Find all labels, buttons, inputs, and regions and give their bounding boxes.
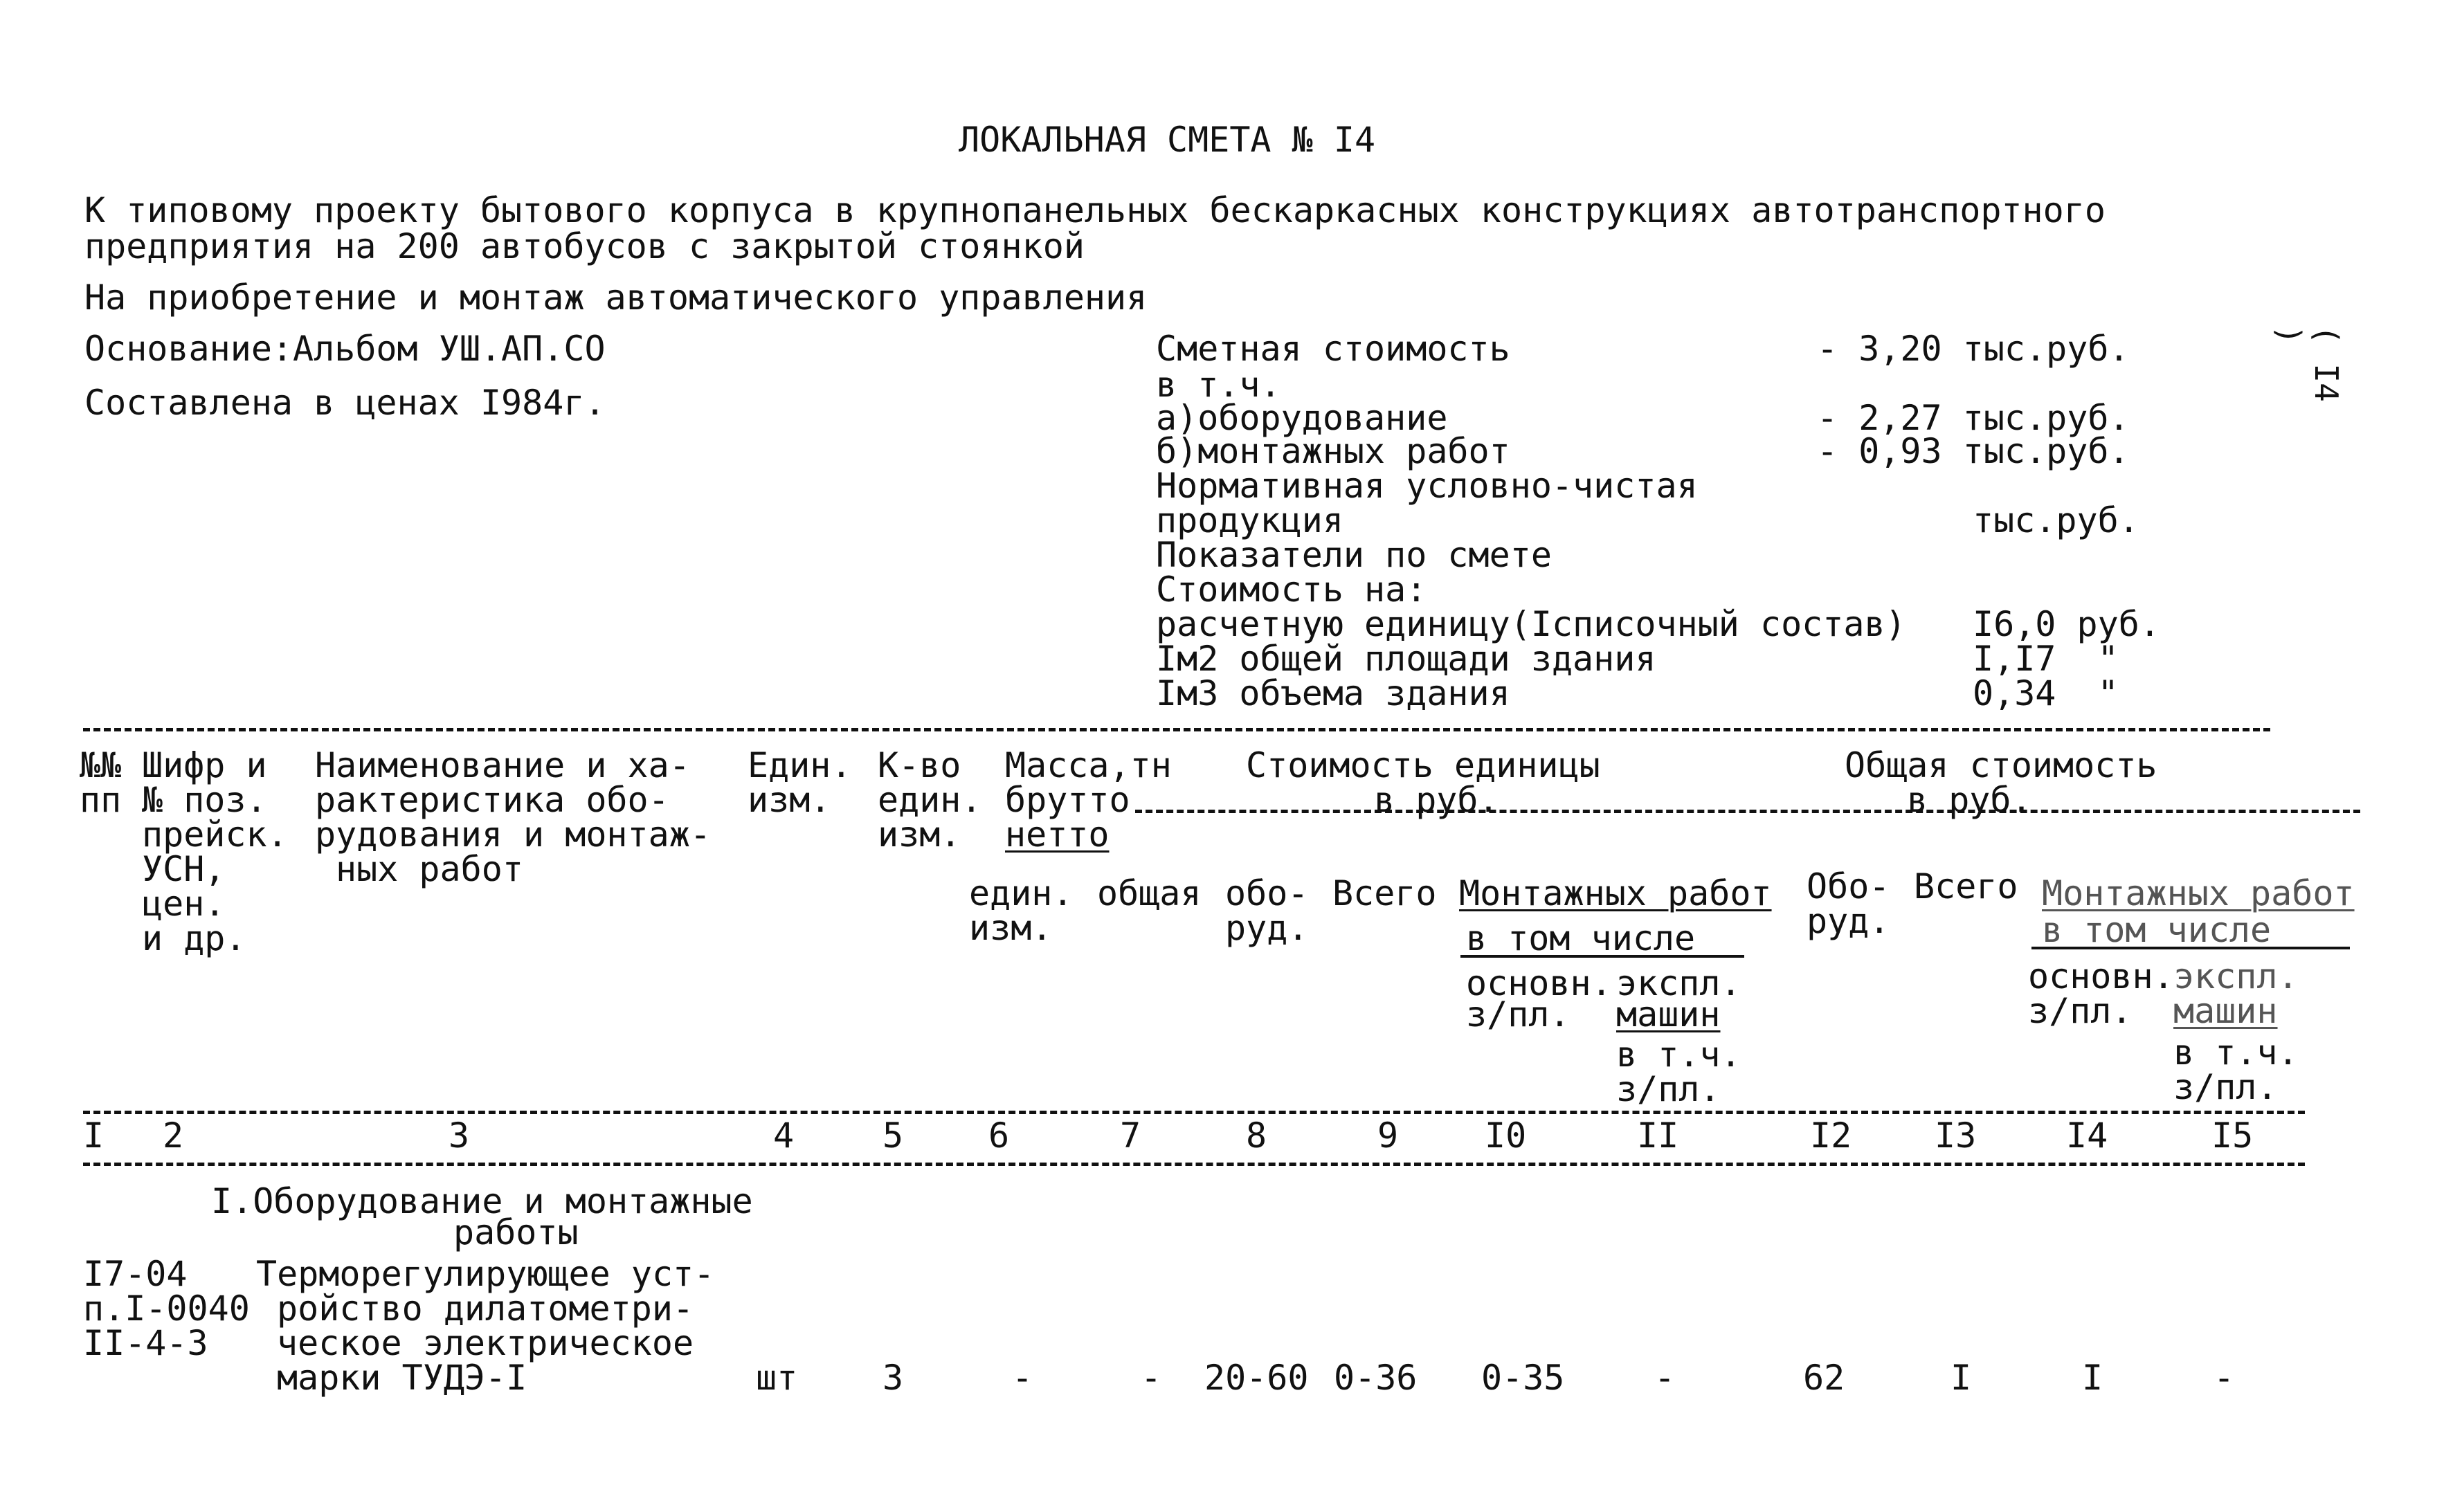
colnum-3: 3 (449, 1115, 470, 1156)
row-equip: 20-60 (1204, 1358, 1309, 1398)
incl-label: в т.ч. (1156, 365, 1281, 405)
equipment-label: а)оборудование (1156, 398, 1448, 438)
unit-label: расчетную единицу(Iсписочный состав) (1156, 604, 1906, 644)
col1-head-1: №№ (80, 745, 122, 785)
row-machines: - (1654, 1358, 1676, 1398)
volume-value: 0,34 " (1973, 673, 2119, 713)
col3-head-3: рудования и монтаж- (315, 814, 711, 855)
section-title-1: I.Оборудование и монтажные (211, 1181, 753, 1221)
document-title: ЛОКАЛЬНАЯ СМЕТА № I4 (959, 120, 1376, 160)
col6-head-1: един. (969, 873, 1074, 913)
incl-number-rule (1460, 955, 1744, 958)
col15-head-2: машин (2173, 991, 2278, 1031)
row-base-pay-total: I (2082, 1358, 2103, 1398)
colnum-4: 4 (773, 1115, 795, 1156)
incl-number-head-2: в том числе (2042, 910, 2272, 950)
header-top-rule (83, 728, 2270, 731)
row-name-1: Терморегулирующее уст- (256, 1254, 715, 1294)
row-code-1: I7-04 (83, 1254, 188, 1294)
row-total: 0-36 (1334, 1358, 1418, 1398)
col14-head-1: основн. (2028, 956, 2174, 996)
col5-head-1: К-во (878, 745, 961, 785)
colnum-15: I5 (2211, 1115, 2254, 1156)
col13-head: Всего (1914, 866, 2018, 907)
col5-head-3: изм. (878, 814, 961, 855)
project-line-1: К типовому проекту бытового корпуса в крупнопанельных бескаркасных конструкциях автотранспортного (84, 190, 2106, 230)
colnum-8: 8 (1246, 1115, 1267, 1156)
col11-head-1: экспл. (1616, 963, 1741, 1003)
col15-head-3: в т.ч. (2173, 1032, 2299, 1073)
unit-cost-head-2: в руб. (1374, 780, 1499, 820)
colnum-5: 5 (882, 1115, 904, 1156)
col11-head-3: в т.ч. (1616, 1035, 1741, 1075)
mass-head-1: Масса,тн (1005, 745, 1172, 785)
col10-head-2: з/пл. (1466, 994, 1571, 1035)
col3-head-1: Наименование и ха- (315, 745, 690, 785)
row-name-3: ческое электрическое (277, 1323, 694, 1363)
col14-head-2: з/пл. (2028, 991, 2133, 1031)
equipment-value: - 2,27 тыс.руб. (1817, 398, 2130, 438)
group-head-rule (1135, 810, 2360, 813)
row-code-2: п.I-0040 (83, 1288, 250, 1329)
unit-value: I6,0 руб. (1973, 604, 2160, 644)
column-numbers-bottom-rule (83, 1163, 2305, 1166)
volume-label: Iм3 объема здания (1156, 673, 1510, 713)
area-value: I,I7 " (1973, 639, 2119, 679)
basis-line: Основание:Альбом УШ.АП.СО (84, 329, 606, 369)
col8-head-2: руд. (1225, 908, 1309, 948)
indicators-label: Показатели по смете (1156, 535, 1552, 575)
col6-head-2: изм. (969, 908, 1053, 948)
colnum-12: I2 (1810, 1115, 1852, 1156)
col2-head-4: УСН, (142, 849, 226, 889)
colnum-11: II (1637, 1115, 1679, 1156)
row-name-2: ройство дилатометри- (277, 1288, 694, 1329)
incl-number-rule-2 (2031, 947, 2350, 949)
project-line-2: предприятия на 200 автобусов с закрытой стоянкой (84, 226, 1085, 266)
col2-head-2: № поз. (142, 780, 267, 820)
col2-head-6: и др. (142, 918, 246, 958)
mass-head-3: нетто (1005, 814, 1110, 855)
colnum-14: I4 (2066, 1115, 2108, 1156)
column-numbers-top-rule (83, 1111, 2305, 1114)
col1-head-2: пп (80, 780, 122, 820)
install-value: - 0,93 тыс.руб. (1817, 431, 2130, 471)
row-mass-unit: - (1012, 1358, 1033, 1398)
col15-head-4: з/пл. (2173, 1067, 2278, 1107)
colnum-10: I0 (1485, 1115, 1527, 1156)
col2-head-5: цен. (142, 884, 226, 924)
margin-page-mark: ( I4 ) (2270, 325, 2345, 402)
section-title-2: работы (453, 1212, 579, 1253)
install-works-head-2: Монтажных работ (2042, 873, 2355, 913)
area-label: Iм2 общей площади здания (1156, 639, 1656, 679)
col2-head-3: прейск. (142, 814, 288, 855)
row-name-4: марки ТУДЭ-I (277, 1358, 527, 1398)
col12-head-2: руд. (1807, 901, 1890, 941)
incl-number-head: в том числе (1466, 918, 1696, 958)
col11-head-2: машин (1616, 994, 1721, 1035)
colnum-1: I (83, 1115, 105, 1156)
col11-head-4: з/пл. (1616, 1069, 1721, 1109)
col7-head: общая (1097, 873, 1202, 913)
col10-head-1: основн. (1466, 963, 1612, 1003)
row-total-sum: I (1950, 1358, 1972, 1398)
row-mass-total: - (1141, 1358, 1162, 1398)
col3-head-4: ных работ (336, 849, 523, 889)
row-unit: шт (756, 1358, 798, 1398)
col4-head-1: Един. (748, 745, 852, 785)
colnum-7: 7 (1120, 1115, 1141, 1156)
prices-line: Составлена в ценах I984г. (84, 383, 606, 423)
col12-head-1: Обо- (1807, 866, 1890, 907)
col9-head: Всего (1332, 873, 1437, 913)
row-base-pay: 0-35 (1481, 1358, 1565, 1398)
row-machines-total: - (2214, 1358, 2235, 1398)
cost-value: - 3,20 тыс.руб. (1817, 329, 2130, 369)
row-equip-total: 62 (1803, 1358, 1845, 1398)
norm-value: тыс.руб. (1973, 500, 2139, 540)
col15-head-1: экспл. (2173, 956, 2299, 996)
purpose-line: На приобретение и монтаж автоматического управления (84, 277, 1148, 318)
col2-head-1: Шифр и (142, 745, 267, 785)
cost-per-label: Стоимость на: (1156, 570, 1427, 610)
colnum-13: I3 (1935, 1115, 1977, 1156)
norm-label-2: продукция (1156, 500, 1343, 540)
unit-cost-head-1: Стоимость единицы (1246, 745, 1600, 785)
colnum-9: 9 (1377, 1115, 1399, 1156)
row-qty: 3 (882, 1358, 904, 1398)
total-cost-head-1: Общая стоимость (1845, 745, 2157, 785)
total-cost-head-2: в руб. (1907, 780, 2032, 820)
col4-head-2: изм. (748, 780, 831, 820)
col8-head-1: обо- (1225, 873, 1309, 913)
cost-label: Сметная стоимость (1156, 329, 1510, 369)
colnum-2: 2 (163, 1115, 184, 1156)
row-code-3: II-4-3 (83, 1323, 208, 1363)
install-works-head: Монтажных работ (1459, 873, 1772, 913)
col5-head-2: един. (878, 780, 982, 820)
colnum-6: 6 (988, 1115, 1010, 1156)
install-label: б)монтажных работ (1156, 431, 1510, 471)
mass-head-2: брутто (1005, 780, 1130, 820)
col3-head-2: рактеристика обо- (315, 780, 669, 820)
norm-label-1: Нормативная условно-чистая (1156, 466, 1698, 506)
